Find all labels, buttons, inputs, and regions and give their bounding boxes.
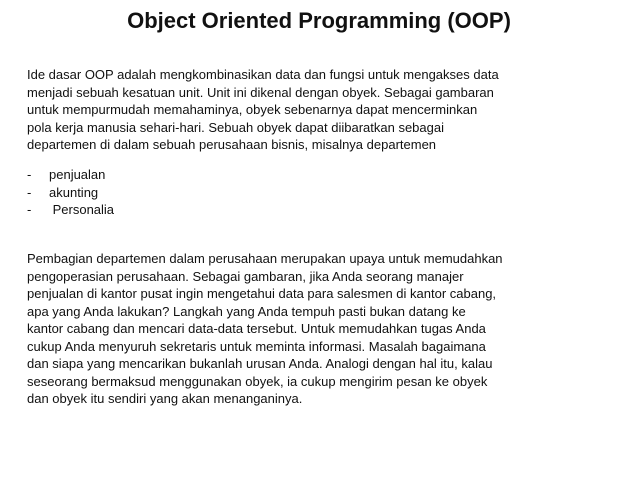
list-item-label: Personalia <box>49 202 115 217</box>
paragraph-line: pola kerja manusia sehari-hari. Sebuah obyek dapat diibaratkan sebagai <box>27 119 444 135</box>
list-dash: - <box>27 184 32 200</box>
paragraph-line: departemen di dalam sebuah perusahaan bisnis, misalnya departemen <box>27 137 437 152</box>
paragraph-line: kantor cabang dan mencari data-data tersebut. Untuk memudahkan tugas Anda <box>27 321 486 336</box>
list-item-label: akunting <box>49 184 99 200</box>
paragraph-line: seseorang bermaksud menggunakan obyek, ia cukup mengirim pesan ke obyek <box>27 373 488 389</box>
paragraph-line: Pembagian departemen dalam perusahaan merupakan upaya untuk memudahkan <box>27 251 503 266</box>
paragraph-line: dan siapa yang mencarikan bukanlah urusan Anda. Analogi dengan hal itu, kalau <box>27 356 493 371</box>
slide-title: Object Oriented Programming (OOP) <box>127 8 511 33</box>
paragraph-line: apa yang Anda lakukan? Langkah yang Anda tempuh pasti bukan datang ke <box>27 303 466 319</box>
paragraph-line: pengoperasian perusahaan. Sebagai gambaran, jika Anda seorang manajer <box>27 268 464 284</box>
paragraph-line: penjualan di kantor pusat ingin mengetahui data para salesmen di kantor cabang, <box>27 286 497 301</box>
list-item <box>27 166 114 184</box>
paragraph-line: untuk mempurmudah memahaminya, obyek sebenarnya dapat mencerminkan <box>27 102 478 117</box>
paragraph-line: Ide dasar OOP adalah mengkombinasikan data dan fungsi untuk mengakses data <box>27 67 499 82</box>
paragraph-line: cukup Anda menyuruh sekretaris untuk meminta informasi. Masalah bagaimana <box>27 338 486 354</box>
list-item <box>27 201 114 219</box>
list-dash: - <box>27 167 32 182</box>
intro-paragraph <box>27 66 627 154</box>
paragraph-line: dan obyek itu sendiri yang akan menanganinya. <box>27 391 303 406</box>
list-dash: - <box>27 202 32 217</box>
body-paragraph <box>27 250 627 408</box>
list-item <box>27 184 114 202</box>
paragraph-line: menjadi sebuah kesatuan unit. Unit ini dikenal dengan obyek. Sebagai gambaran <box>27 84 494 100</box>
list-item-label: penjualan <box>49 167 106 182</box>
department-list <box>27 166 114 219</box>
